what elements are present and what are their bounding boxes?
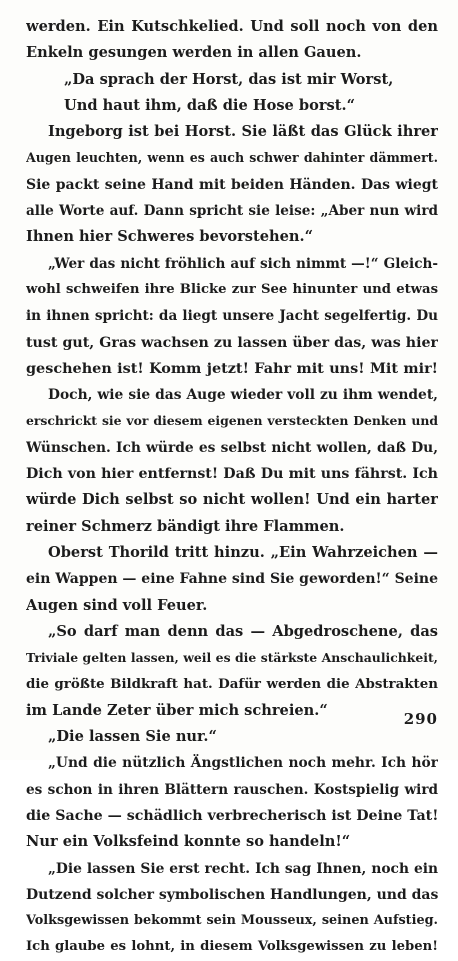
page-number: 290 — [403, 710, 438, 728]
text-line: „Da sprach der Horst, das ist mir Worst, — [64, 70, 394, 88]
text-line: Enkeln gesungen werden in allen Gauen. — [26, 44, 362, 62]
text-line: Ihnen hier Schweres bevorstehen.“ — [26, 228, 314, 246]
text-line: „Die lassen Sie erst recht. Ich sag Ihnen, noch ein — [48, 860, 438, 877]
text-line: es schon in ihren Blättern rauschen. Kostspielig wird — [26, 781, 438, 798]
text-line: im Lande Zeter über mich schreien.“ — [26, 701, 328, 719]
text-line: Dutzend solcher symbolischen Handlungen, und das — [26, 886, 438, 903]
text-line: Sie packt seine Hand mit beiden Händen. Das wiegt — [26, 176, 438, 193]
text-line: Oberst Thorild tritt hinzu. „Ein Wahrzeichen — — [48, 543, 438, 561]
text-line: Dich von hier entfernst! Daß Du mit uns fährst. Ich — [26, 466, 438, 483]
text-line: würde Dich selbst so nicht wollen! Und ein harter — [26, 491, 438, 509]
body-text — [26, 14, 438, 961]
text-line: erschrickt sie vor diesem eigenen versteckten Denken und — [26, 413, 438, 429]
text-line: Augen leuchten, wenn es auch schwer dahinter dämmert. — [26, 150, 438, 166]
text-line: tust gut, Gras wachsen zu lassen über das, was hier — [26, 334, 438, 351]
text-line: werden. Ein Kutschkelied. Und soll noch von den — [26, 18, 438, 35]
text-line: „So darf man denn das — Abgedroschene, das — [48, 622, 438, 640]
text-line: Triviale gelten lassen, weil es die stärkste Anschaulichkeit, — [26, 650, 438, 666]
text-line: geschehen ist! Komm jetzt! Fahr mit uns! Mit mir! — [26, 359, 438, 377]
text-line: wohl schweifen ihre Blicke zur See hinunter und etwas — [26, 281, 438, 297]
text-line: „Wer das nicht fröhlich auf sich nimmt —!“ Gleich- — [48, 255, 438, 272]
text-line: ein Wappen — eine Fahne sind Sie geworden!“ Seine — [26, 571, 438, 588]
text-line: „Und die nützlich Ängstlichen noch mehr. Ich hör — [48, 755, 438, 772]
text-line: Und haut ihm, daß die Hose borst.“ — [64, 96, 355, 114]
text-line: die Sache — schädlich verbrecherisch ist Deine Tat! — [26, 807, 438, 824]
text-line: Volksgewissen bekommt sein Mousseux, seinen Aufstieg. — [26, 913, 438, 929]
text-line: Wünschen. Ich würde es selbst nicht wollen, daß Du, — [26, 439, 438, 456]
text-line: „Die lassen Sie nur.“ — [48, 728, 217, 746]
text-line: Augen sind voll Feuer. — [26, 596, 208, 614]
text-line: die größte Bildkraft hat. Dafür werden die Abstrakten — [26, 676, 438, 693]
text-line: reiner Schmerz bändigt ihre Flammen. — [26, 517, 345, 535]
text-line: in ihnen spricht: da liegt unsere Jacht segelfertig. Du — [26, 308, 438, 325]
text-line: alle Worte auf. Dann spricht sie leise: „Aber nun wird — [26, 203, 438, 220]
text-line: Doch, wie sie das Auge wieder voll zu ihm wendet, — [48, 387, 438, 404]
text-line: Nur ein Volksfeind konnte so handeln!“ — [26, 833, 351, 851]
text-line: Ingeborg ist bei Horst. Sie läßt das Glück ihrer — [48, 123, 438, 141]
text-line: Ich glaube es lohnt, in diesem Volksgewissen zu leben! — [26, 939, 438, 955]
